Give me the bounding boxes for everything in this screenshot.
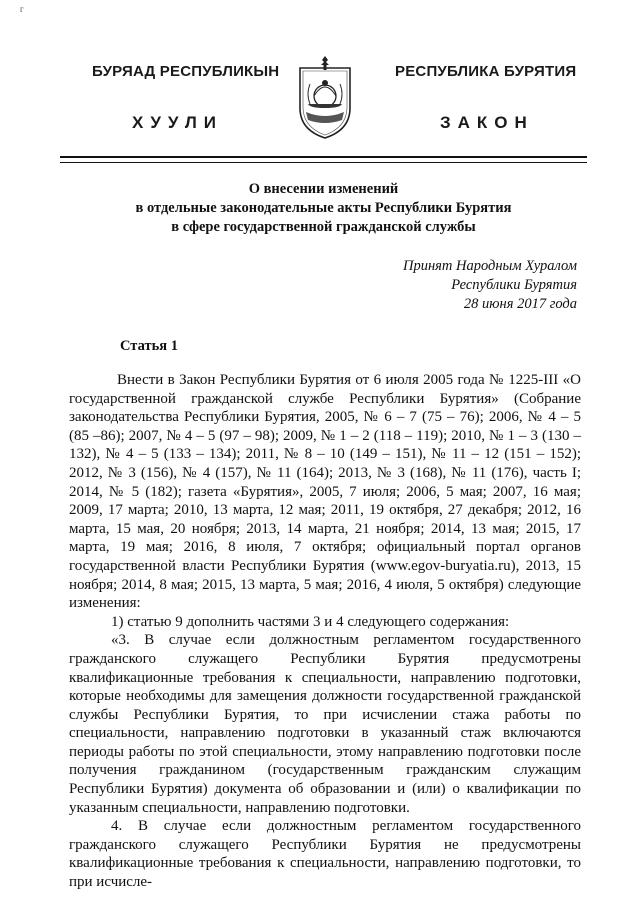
document-title [60,180,587,237]
article-heading: Статья 1 [120,338,178,354]
adoption-note [403,257,577,314]
adoption-date: 28 июня 2017 года [463,296,577,312]
title-line: в сфере государственной гражданской службы [171,219,476,235]
adoption-line: Республики Бурятия [451,277,577,293]
coat-of-arms-icon [296,56,354,140]
title-line: в отдельные законодательные акты Республики Бурятия [135,200,512,216]
header-rule-thick [60,156,587,158]
header-rule-thin [60,162,587,163]
header-right-top: РЕСПУБЛИКА БУРЯТИЯ [395,63,577,80]
paragraph: «3. В случае если должностным регламентом государственного гражданского служащего Республики Бурятия предусмотрены квалификационные требования к специальности, направлению подготовки, которые необходимы для замещения должности государственной гражданской службы Республики Бурятия, то при исчислении стажа работы по специальности, направлению подготовки в указанный стаж включаются периоды работы по этой специальности, этому направлению подготовки после получения гражданином (государственным гражданским служащим Республики Бурятия) документа об образовании и (или) о квалификации по указанным специальности, направлению подготовки. [69,632,581,816]
header-left-top: БУРЯАД РЕСПУБЛИКЫН [92,63,280,80]
paragraph: 4. В случае если должностным регламентом государственного гражданского служащего Республики Бурятия не предусмотрены квалификационные требования к специальности, направлению подготовки, то при исчисле- [69,818,581,891]
paragraph: Внести в Закон Республики Бурятия от 6 июля 2005 года № 1225-III «О государственной гражданской службе Республики Бурятия» (Собрание законодательства Республики Бурятия, 2005, № 6 – 7 (75 – 76); 2006, № 4 – 5 (85 –86); 2007, № 4 – 5 (97 – 98); 2009, № 1 – 2 (118 – 119); 2010, № 1 – 3 (130 – 132), № 4 – 5 (133 – 134); 2011, № 8 – 10 (149 – 151), № 11 – 12 (151 – 152); 2012, № 3 (156), № 4 (157), № 11 (164); 2013, № 3 (168), № 11 (176), часть I; 2014, № 5 (182); газета «Бурятия», 2005, 7 июля; 2006, 5 мая; 2007, 16 мая; 2009, 17 марта; 2010, 13 марта, 12 мая; 2011, 19 октября, 27 декабря; 2012, 16 марта, 15 мая, 20 ноября; 2013, 14 марта, 21 ноября; 2014, 13 мая; 2015, 17 марта, 19 мая; 2016, 8 июля, 7 октября; официальный портал органов государственной власти Республики Бурятия (www.egov-buryatia.ru), 2013, 15 ноября; 2014, 8 мая; 2015, 13 марта, 5 мая; 2016, 4 июля, 5 октября) следующие изменения: [69,372,581,612]
header-left-bottom: ХУУЛИ [132,113,223,132]
header-right-bottom: ЗАКОН [440,113,534,132]
corner-mark: г [20,4,24,14]
paragraph: 1) статью 9 дополнить частями 3 и 4 следующего содержания: [111,613,510,630]
title-line: О внесении изменений [248,181,399,197]
article-body [69,371,581,892]
adoption-line: Принят Народным Хуралом [402,258,577,274]
